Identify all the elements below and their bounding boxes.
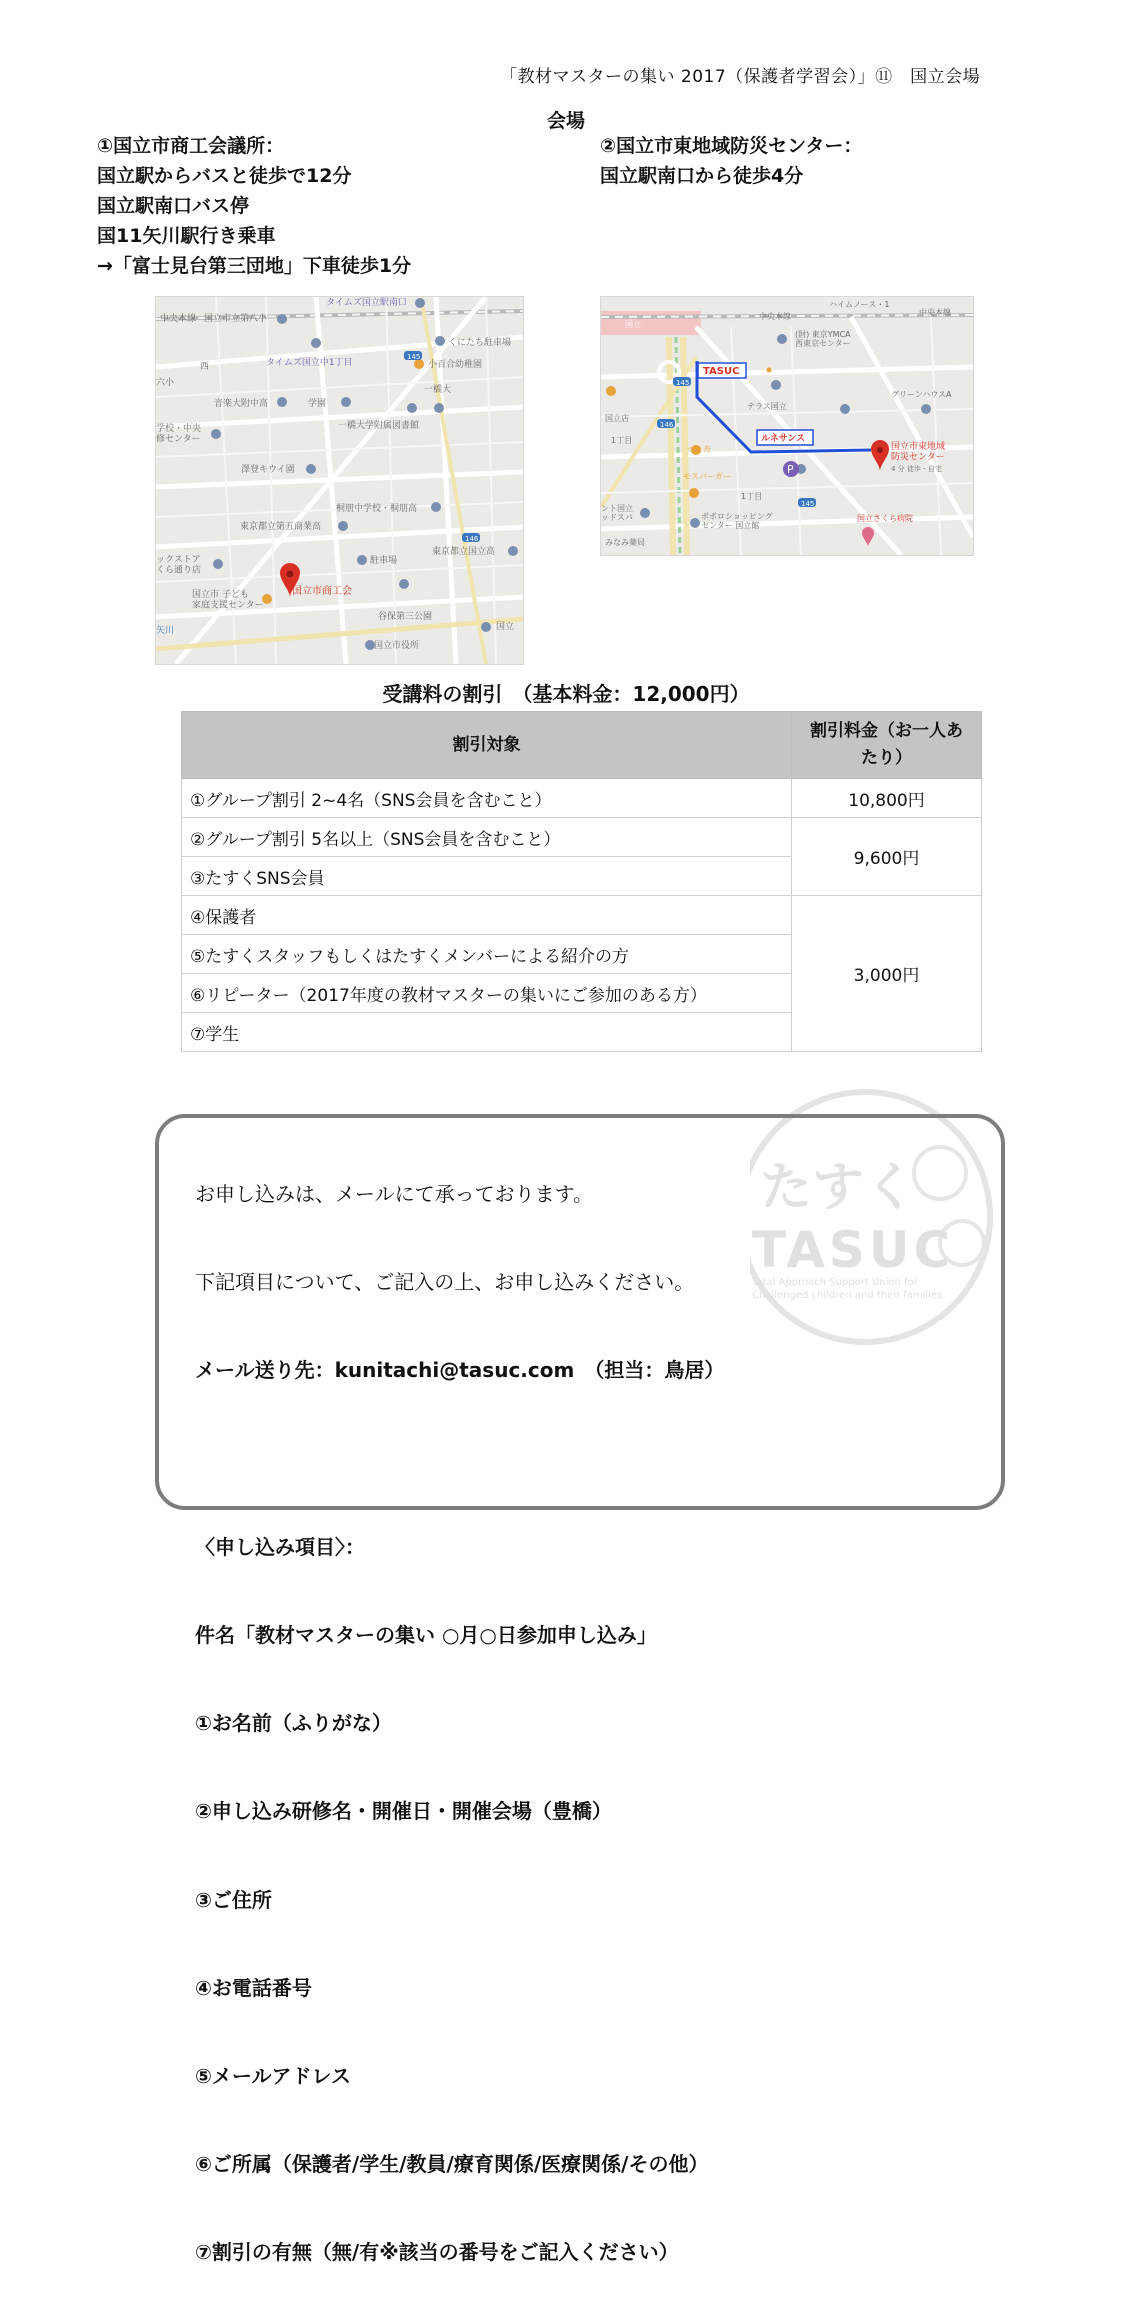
application-item: ③ご住所 — [195, 1887, 272, 1912]
discount-price-cell: 9,600円 — [792, 818, 982, 896]
map-label: 矢川 — [156, 626, 175, 636]
discount-table — [181, 711, 982, 1052]
map-label: 学校・中央修センター — [156, 424, 202, 445]
document-header-title: 「教材マスターの集い 2017（保護者学習会）」⑪ 国立会場 — [500, 67, 981, 87]
route-145-label: 145 — [801, 500, 815, 508]
map-label: ポポロショッピングセンター 国立館 — [701, 512, 773, 531]
application-intro: お申し込みは、メールにて承っております。 — [195, 1181, 593, 1206]
discount-price-cell: 10,800円 — [792, 779, 982, 818]
map-label: 国立市 子ども家庭支援センター — [192, 590, 264, 611]
application-subject: 件名「教材マスターの集い ○月○日参加申し込み」 — [195, 1622, 657, 1647]
table-row — [182, 896, 982, 935]
map-label-runesansu: ルネサンス — [761, 434, 806, 444]
venue-left-name: ①国立市商工会議所： — [97, 135, 285, 157]
column-header-price-line: 割引料金（お一人あ — [810, 721, 963, 741]
map-label: グリーンハウスA — [891, 390, 952, 399]
column-header-price-line: たり） — [861, 748, 912, 768]
map-label: 国立 — [496, 622, 515, 632]
map-label: テラス国立 — [747, 402, 787, 411]
map-label: 東京都立第五商業高 — [240, 522, 322, 532]
map-label: 谷保第三公園 — [378, 612, 433, 622]
application-item: ①お名前（ふりがな） — [195, 1711, 392, 1736]
route-146-label: 146 — [660, 421, 674, 429]
route-146-label: 146 — [465, 535, 479, 543]
watermark-kana: たすく — [760, 1158, 917, 1218]
application-item: ②申し込み研修名・開催日・開催会場（豊橋） — [195, 1799, 612, 1824]
application-mail: メール送り先：kunitachi@tasuc.com （担当：鳥居） — [195, 1358, 725, 1383]
discount-target-cell: ⑥リピーター（2017年度の教材マスターの集いにご参加のある方） — [182, 974, 792, 1013]
application-instruction: 下記項目について、ご記入の上、お申し込みください。 — [195, 1270, 695, 1295]
venue-right-name: ②国立市東地域防災センター： — [600, 135, 863, 157]
discount-price-cell: 3,000円 — [792, 896, 982, 1052]
watermark-name: TASUC — [752, 1221, 955, 1279]
discount-target-cell: ②グループ割引 5名以上（SNS会員を含むこと） — [182, 818, 792, 857]
table-row — [182, 818, 982, 857]
map-label: 国立市役所 — [374, 641, 420, 651]
discount-target-cell: ③たすくSNS会員 — [182, 857, 792, 896]
route-145-label: 145 — [407, 353, 421, 361]
map-label: ックストアくら通り店 — [156, 555, 202, 576]
map-label: 中央本線 — [160, 314, 197, 324]
map-kunitachi-shoko[interactable] — [155, 296, 524, 665]
map-label: 東京都立国立高 — [432, 547, 496, 557]
map-label: 音楽大附中高 — [214, 399, 269, 409]
application-item: ⑤メールアドレス — [195, 2063, 351, 2088]
application-item: ⑥ご所属（保護者/学生/教員/療育関係/医療関係/その他） — [195, 2152, 709, 2177]
map-label-bousai: 国立市東地域防災センター — [891, 442, 946, 463]
map-label: タイムズ国立中1丁目 — [266, 358, 353, 368]
route-145-label: 145 — [676, 379, 690, 387]
map-label: 一橋大 — [424, 385, 452, 395]
map-label: 国立市立第八小 — [204, 314, 268, 324]
venue-right-line: 国立駅南口から徒歩4分 — [600, 165, 804, 187]
map-label: 中央本線 — [759, 312, 791, 321]
watermark-tagline: Total Approach Support Union for — [752, 1277, 918, 1288]
fee-section-title: 受講料の割引 （基本料金：12,000円） — [382, 682, 750, 706]
map-label: タイムズ国立駅南口 — [326, 298, 407, 308]
application-items-heading: 〈申し込み項目〉： — [195, 1534, 365, 1559]
map-label: 西 — [200, 362, 210, 372]
map-label: 中央本線 — [919, 308, 951, 317]
column-header-target: 割引対象 — [182, 712, 792, 779]
discount-target-cell: ④保護者 — [182, 896, 792, 935]
map-label: ハイムノース・1 — [829, 300, 890, 309]
map-label: 桐朋中学校・桐朋高 — [336, 504, 418, 514]
map-label: 国立店 — [605, 414, 629, 423]
application-item: ⑦割引の有無（無/有※該当の番号をご記入ください） — [195, 2240, 679, 2265]
map-label: 駐車場 — [370, 556, 398, 566]
map-bousai-center[interactable] — [600, 296, 974, 556]
map-label: 一橋大学附属図書館 — [338, 421, 420, 431]
watermark-tagline: Challenged children and their families — [752, 1290, 943, 1301]
discount-target-cell: ⑤たすくスタッフもしくはたすくメンバーによる紹介の方 — [182, 935, 792, 974]
map-label: くにたち駐車場 — [448, 338, 512, 348]
venue-left-line: →「富士見台第三団地」下車徒歩1分 — [97, 255, 412, 277]
map-label: (財) 東京YMCA 西東京センター — [795, 330, 851, 349]
venue-heading: 会場 — [546, 110, 585, 132]
map-label: ント国立ッドスパ — [601, 504, 633, 523]
map-label: つり舟 — [687, 445, 711, 454]
map-label: 小百合幼稚園 — [428, 360, 483, 370]
venue-right-block — [600, 131, 862, 191]
discount-target-cell: ⑦学生 — [182, 1013, 792, 1052]
application-text — [195, 1121, 724, 2297]
map-label: 澤登キウイ園 — [241, 465, 295, 475]
discount-target-cell: ①グループ割引 2~4名（SNS会員を含むこと） — [182, 779, 792, 818]
map-label: 1丁目 — [741, 492, 763, 501]
map-label-shoko: 国立市商工会 — [292, 586, 352, 597]
venue-left-line: 国立駅からバスと徒歩で12分 — [97, 165, 352, 187]
map-label: 国立さくら病院 — [857, 514, 913, 523]
svg-text:P: P — [787, 463, 794, 476]
venue-left-line: 国11矢川駅行き乗車 — [97, 225, 276, 247]
venue-left-block — [97, 131, 411, 281]
map-label: 国立 — [625, 320, 641, 329]
table-header-row — [182, 712, 982, 779]
map-label: モスバーガー — [683, 472, 731, 481]
map-label: 学園 — [308, 399, 327, 409]
table-row — [182, 779, 982, 818]
column-header-price — [792, 712, 982, 779]
map-label: みなみ薬局 — [605, 538, 645, 547]
map-label-walk: 4 分 徒歩 - 自宅 — [891, 465, 942, 473]
map-label: 1丁目 — [611, 436, 633, 445]
venue-left-line: 国立駅南口バス停 — [97, 195, 250, 217]
map-label: 六小 — [156, 378, 175, 388]
application-item: ④お電話番号 — [195, 1975, 312, 2000]
map-label-tasuc: TASUC — [703, 366, 740, 377]
